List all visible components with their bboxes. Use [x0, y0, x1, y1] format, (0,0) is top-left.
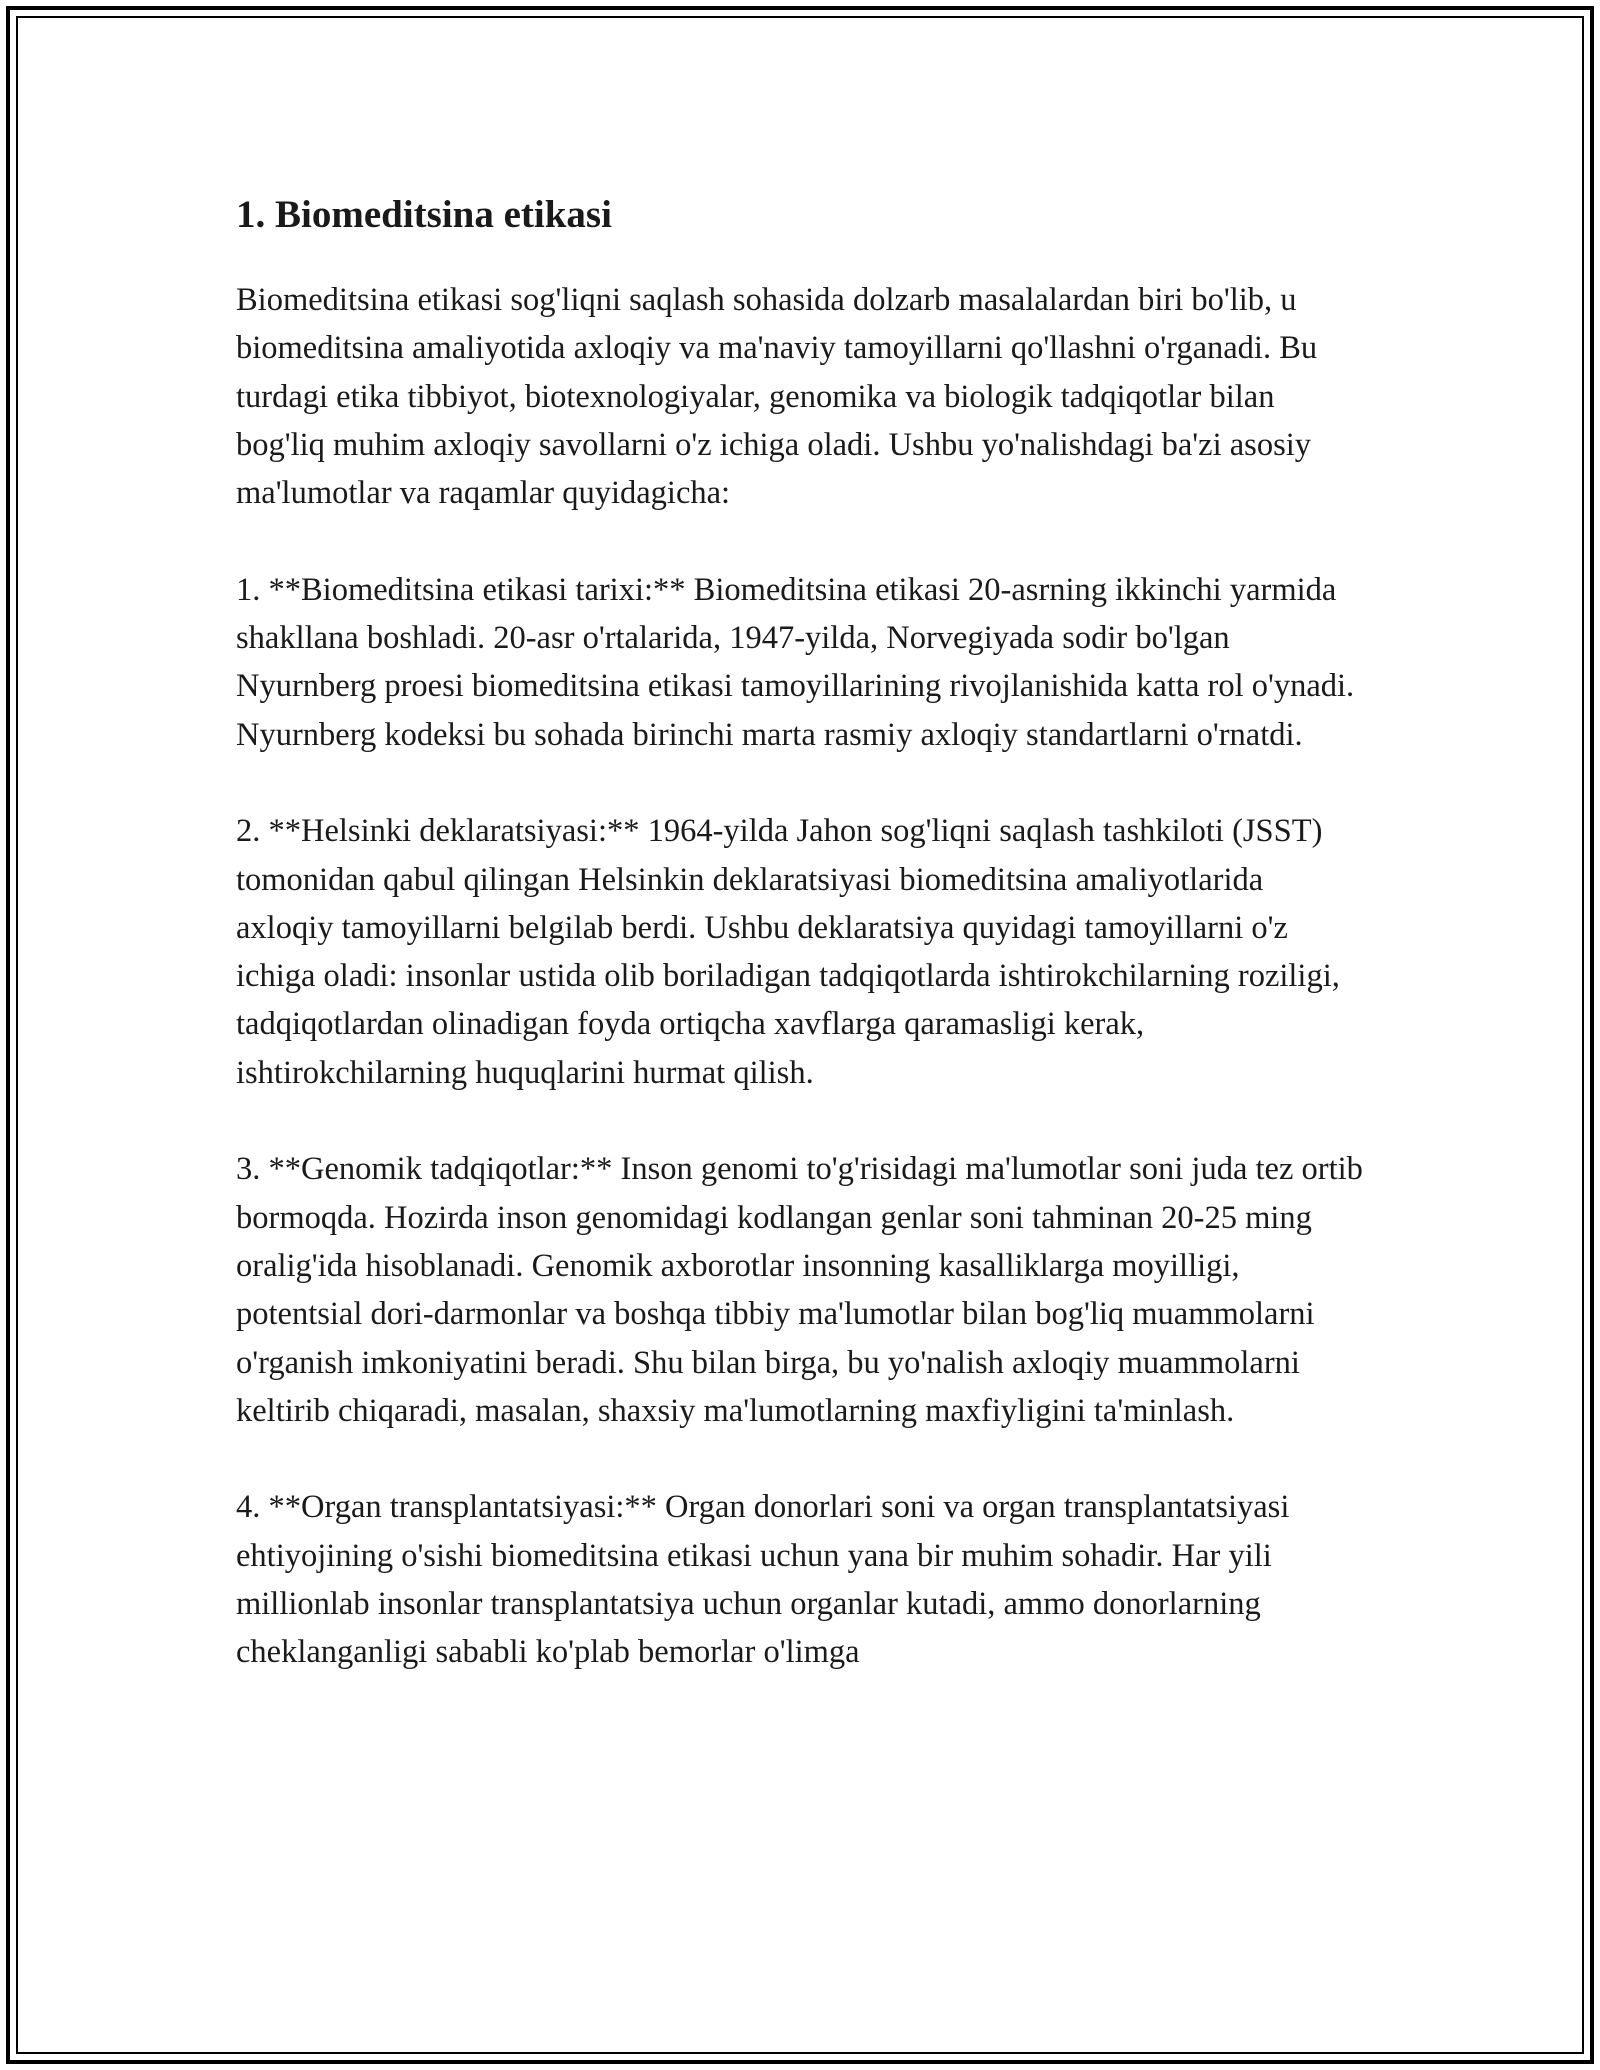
- paragraph-genomics: 3. **Genomik tadqiqotlar:** Inson genomi to'g'risidagi ma'lumotlar soni juda tez ortib bormoqda. Hozirda inson genomidagi kodlangan genlar soni tahminan 20-25 ming oralig'ida hisoblanadi. Genomik axborotlar insonning kasalliklarga moyilligi, potentsial dori-darmonlar va boshqa tibbiy ma'lumotlar bilan bog'liq muammolarni o'rganish imkoniyatini beradi. Shu bilan birga, bu yo'nalish axloqiy muammolarni keltirib chiqaradi, masalan, shaxsiy ma'lumotlarning maxfiyligini ta'minlash.: [236, 1151, 1363, 1429]
- section-heading: 1. Biomeditsina etikasi: [236, 193, 612, 236]
- paragraph-helsinki: 2. **Helsinki deklaratsiyasi:** 1964-yilda Jahon sog'liqni saqlash tashkiloti (JSST) tomonidan qabul qilingan Helsinkin deklaratsiyasi biomeditsina amaliyotlarida axloqiy tamoyillarni belgilab berdi. Ushbu deklaratsiya quyidagi tamoyillarni o'z ichiga oladi: insonlar ustida olib boriladigan tadqiqotlarda ishtirokchilarning roziligi, tadqiqotlardan olinadigan foyda ortiqcha xavflarga qaramasligi kerak, ishtirokchilarning huquqlarini hurmat qilish.: [236, 813, 1340, 1091]
- intro-paragraph: Biomeditsina etikasi sog'liqni saqlash sohasida dolzarb masalalardan biri bo'lib, u biomeditsina amaliyotida axloqiy va ma'naviy tamoyillarni qo'llashni o'rganadi. Bu turdagi etika tibbiyot, biotexnologiyalar, genomika va biologik tadqiqotlar bilan bog'liq muhim axloqiy savollarni o'z ichiga oladi. Ushbu yo'nalishdagi ba'zi asosiy ma'lumotlar va raqamlar quyidagicha:: [236, 282, 1318, 512]
- paragraph-transplant: 4. **Organ transplantatsiyasi:** Organ donorlari soni va organ transplantatsiyasi ehtiyojining o'sishi biomeditsina etikasi uchun yana bir muhim sohadir. Har yili millionlab insonlar transplantatsiya uchun organlar kutadi, ammo donorlarning cheklanganligi sababli ko'plab bemorlar o'limga: [236, 1489, 1290, 1671]
- paragraph-history: 1. **Biomeditsina etikasi tarixi:** Biomeditsina etikasi 20-asrning ikkinchi yarmida shakllana boshladi. 20-asr o'rtalarida, 1947-yilda, Norvegiyada sodir bo'lgan Nyurnberg proesi biomeditsina etikasi tamoyillarining rivojlanishida katta rol o'ynadi. Nyurnberg kodeksi bu sohada birinchi marta rasmiy axloqiy standartlarni o'rnatdi.: [236, 571, 1355, 753]
- document-page: [236, 180, 1366, 1725]
